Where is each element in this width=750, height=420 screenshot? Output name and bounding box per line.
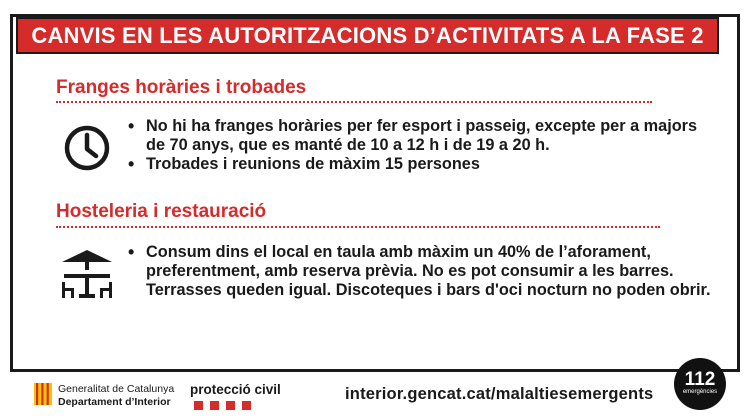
list-item: • Trobades i reunions de màxim 15 persones <box>128 155 713 174</box>
senyera-icon <box>34 383 52 407</box>
badge-subtitle: emergències <box>682 389 718 395</box>
section-title-schedules: Franges horàries i trobades <box>56 77 307 98</box>
title-banner <box>16 17 719 54</box>
proteccio-civil-logo <box>190 382 281 410</box>
clock-icon <box>62 123 112 173</box>
bullet-list-schedules <box>128 117 713 174</box>
department-name: Departament d’Interior <box>58 396 171 408</box>
list-item: • No hi ha franges horàries per fer esport i passeig, excepte per a majors de 70 anys, que es manté de 10 a 12 h i de 19 a 20 h. <box>128 117 713 155</box>
website-link[interactable]: interior.gencat.cat/malaltiesemergents <box>345 385 654 403</box>
section-title-hospitality: Hosteleria i restauració <box>56 201 267 222</box>
list-item: • Consum dins el local en taula amb màxim un 40% de l’aforament, preferentment, amb reserva prèvia. No es pot consumir a les barres. Terrasses queden igual. Discoteques i bars d'oci nocturn no poden obrir. <box>128 243 713 300</box>
gencat-logo <box>34 383 174 409</box>
section-divider <box>56 101 652 103</box>
gencat-name: Generalitat de Catalunya <box>58 383 175 395</box>
notice-card <box>10 14 740 372</box>
badge-number: 112 <box>684 369 716 390</box>
page-title: CANVIS EN LES AUTORITZACIONS D’ACTIVITATS A LA FASE 2 <box>31 22 704 48</box>
section-divider <box>56 226 660 228</box>
terrace-table-icon <box>56 248 118 306</box>
proteccio-civil-label: protecció civil <box>190 382 281 397</box>
proteccio-civil-squares <box>194 401 281 410</box>
bullet-list-hospitality <box>128 243 713 300</box>
emergency-112-badge <box>674 358 726 410</box>
